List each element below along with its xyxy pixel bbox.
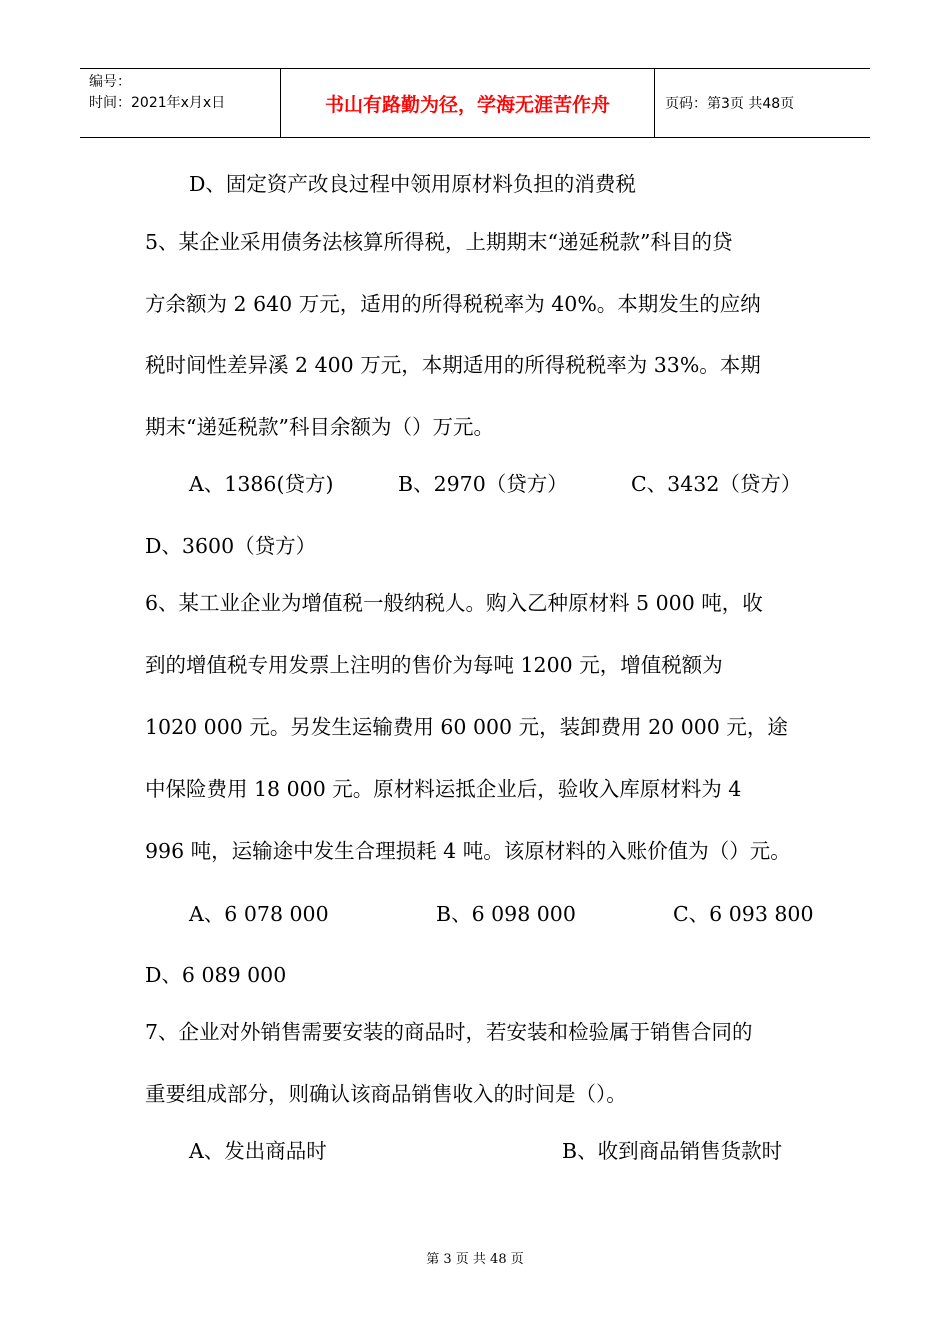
q7-option-a: A、发出商品时 [189,1139,327,1163]
q5-option-b: B、2970（贷方） [398,472,568,496]
q5-option-a: A、1386(贷方) [189,472,334,496]
header-meta [80,69,281,137]
q6-text-line-4: 中保险费用 18 000 元。原材料运抵企业后，验收入库原材料为 4 [145,777,742,801]
q7-text-line-2: 重要组成部分，则确认该商品销售收入的时间是（）。 [145,1082,627,1106]
q6-option-b: B、6 098 000 [436,902,576,926]
q5-text-line-2: 方余额为 2 640 万元，适用的所得税税率为 40%。本期发生的应纳 [145,292,761,316]
q5-text-line-3: 税时间性差异溪 2 400 万元，本期适用的所得税税率为 33%。本期 [145,353,761,377]
q7-text-line-1: 7、企业对外销售需要安装的商品时，若安装和检验属于销售合同的 [145,1020,753,1044]
number-label: 编号： [89,74,131,90]
q5-option-d: D、3600（贷方） [145,534,317,558]
q6-option-d: D、6 089 000 [145,963,287,987]
q5-text-line-4: 期末“递延税款”科目余额为（）万元。 [145,415,494,439]
q5-option-c: C、3432（贷方） [631,472,802,496]
q6-option-a: A、6 078 000 [189,902,329,926]
q6-option-c: C、6 093 800 [673,902,814,926]
header-motto: 书山有路勤为径，学海无涯苦作舟 [281,69,655,137]
time-label: 时间：2021年x月x日 [89,95,226,111]
q6-text-line-1: 6、某工业企业为增值税一般纳税人。购入乙种原材料 5 000 吨，收 [145,591,763,615]
q6-text-line-3: 1020 000 元。另发生运输费用 60 000 元，装卸费用 20 000 元，途 [145,715,788,739]
q4-option-d: D、固定资产改良过程中领用原材料负担的消费税 [189,172,636,196]
header-page-info: 页码：第3页 共48页 [665,96,795,112]
page-footer: 第 3 页 共 48 页 [426,1252,524,1267]
q6-text-line-2: 到的增值税专用发票上注明的售价为每吨 1200 元，增值税额为 [145,653,723,677]
q5-text-line-1: 5、某企业采用债务法核算所得税，上期期末“递延税款”科目的贷 [145,230,733,254]
page-header [80,68,870,138]
q6-text-line-5: 996 吨，运输途中发生合理损耗 4 吨。该原材料的入账价值为（）元。 [145,839,791,863]
q7-option-b: B、收到商品销售货款时 [562,1139,783,1163]
